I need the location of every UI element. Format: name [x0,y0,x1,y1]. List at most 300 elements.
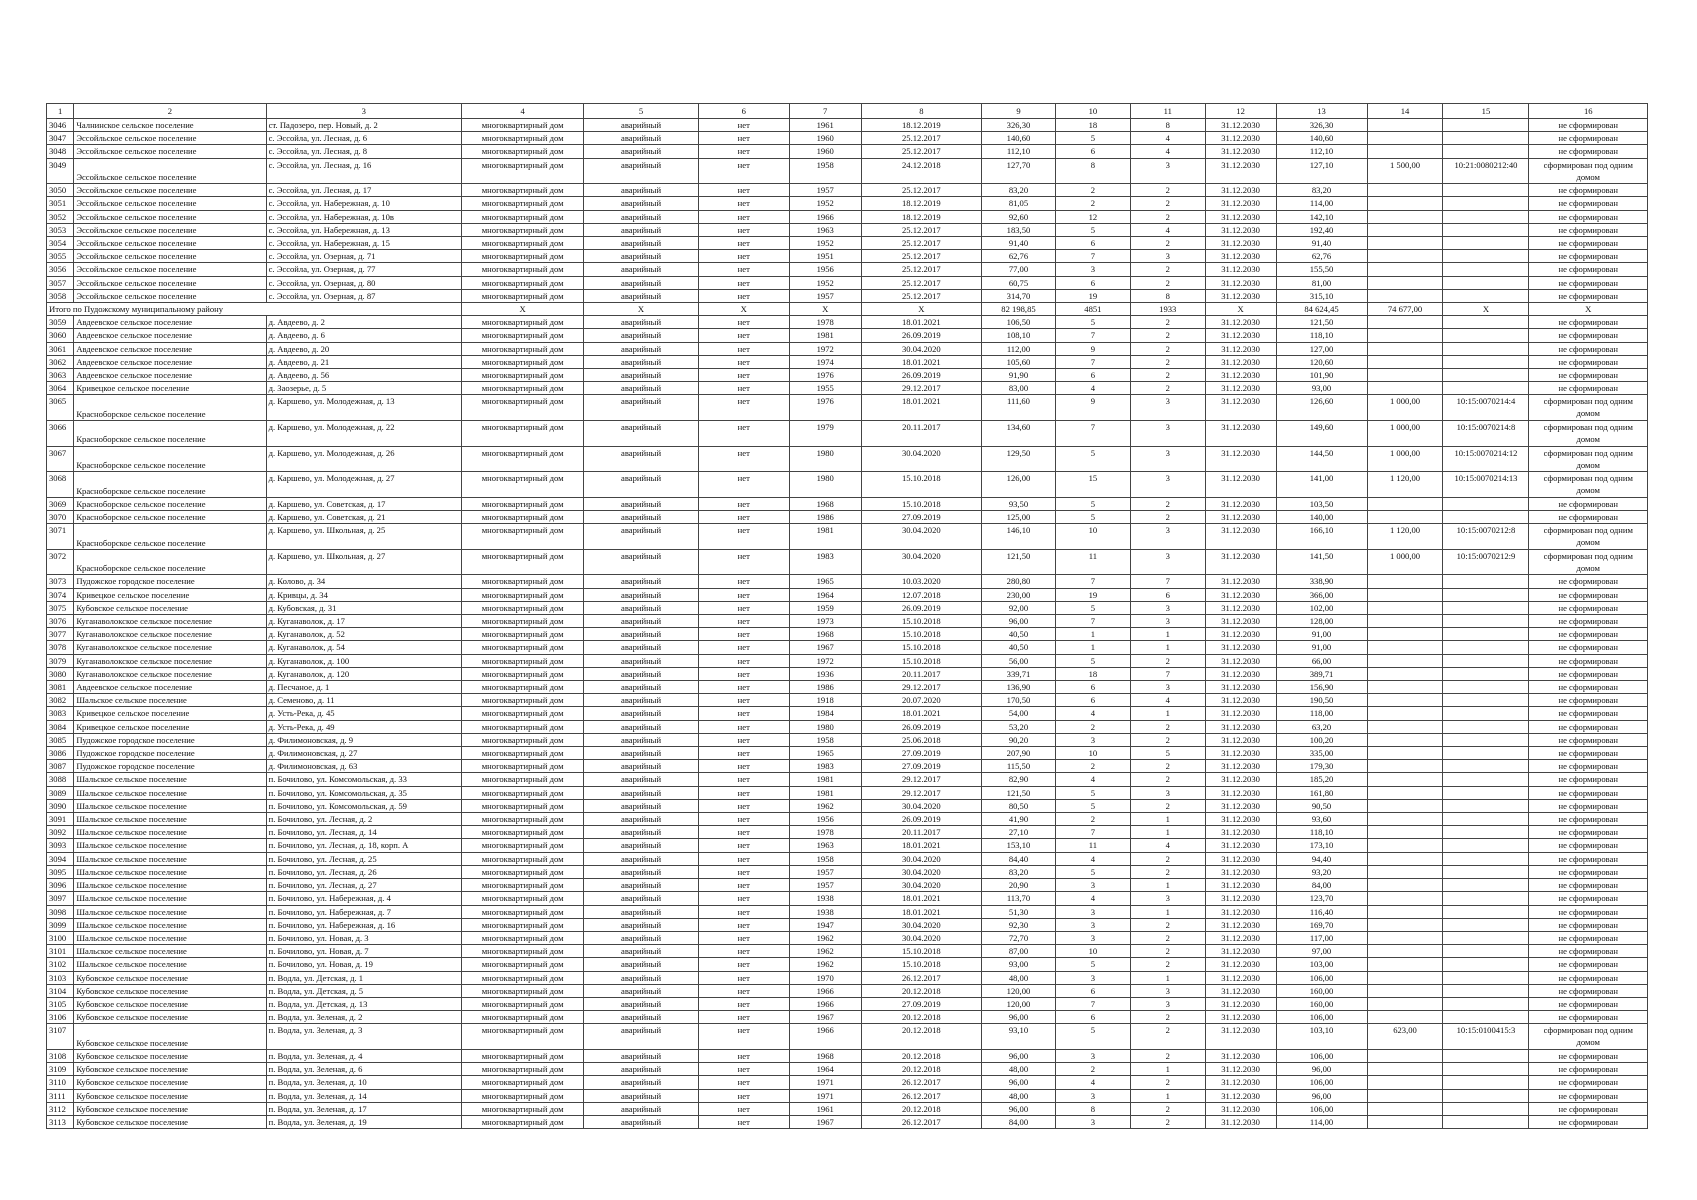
table-cell: 96,00 [1276,1089,1367,1102]
table-cell: 31.12.2030 [1205,1011,1276,1024]
table-cell: нет [698,1089,789,1102]
table-cell: 1936 [789,667,861,680]
table-cell: 3092 [47,826,74,839]
table-cell: не сформирован [1529,760,1648,773]
table-cell: 141,50 [1276,549,1367,575]
table-cell: 1 [1130,1089,1205,1102]
table-cell: Куганаволокское сельское поселение [74,654,266,667]
table-cell: 2 [1130,263,1205,276]
table-cell: 31.12.2030 [1205,720,1276,733]
table-cell: 3069 [47,497,74,510]
table-cell: 2 [1130,329,1205,342]
table-row [47,852,1648,865]
table-cell: 1 000,00 [1367,446,1443,472]
table-cell: 4 [1055,707,1130,720]
table-row [47,760,1648,773]
table-cell: многоквартирный дом [461,158,583,184]
table-cell: Пудожское городское поселение [74,747,266,760]
table-cell: 106,50 [982,316,1056,329]
table-cell: 25.12.2017 [861,276,981,289]
table-cell: многоквартирный дом [461,472,583,498]
table-cell: 1957 [789,289,861,302]
table-cell: аварийный [584,971,698,984]
table-cell: 1981 [789,329,861,342]
table-cell: 29.12.2017 [861,681,981,694]
table-cell: нет [698,720,789,733]
table-cell: 3068 [47,472,74,498]
column-number-cell: 16 [1529,104,1648,119]
table-cell: 97,00 [1276,945,1367,958]
table-cell: 31.12.2030 [1205,641,1276,654]
table-cell: Шальское сельское поселение [74,799,266,812]
total-cell: X [1443,303,1529,316]
table-cell: аварийный [584,852,698,865]
table-cell: 90,20 [982,733,1056,746]
table-cell: Эссойльское сельское поселение [74,145,266,158]
table-cell: 26.09.2019 [861,813,981,826]
table-cell: 20.12.2018 [861,1024,981,1050]
table-cell: 31.12.2030 [1205,826,1276,839]
table-cell: нет [698,1049,789,1062]
table-cell: 5 [1055,511,1130,524]
table-cell: 15.10.2018 [861,615,981,628]
table-cell: 25.12.2017 [861,184,981,197]
table-cell [1367,1076,1443,1089]
table-cell: многоквартирный дом [461,1076,583,1089]
table-cell: 1978 [789,316,861,329]
table-cell: 20.12.2018 [861,1011,981,1024]
table-cell: д. Куганаволок, д. 52 [266,628,461,641]
table-cell: нет [698,184,789,197]
table-cell: не сформирован [1529,237,1648,250]
table-cell: 31.12.2030 [1205,132,1276,145]
table-cell: 92,60 [982,210,1056,223]
table-cell: не сформирован [1529,184,1648,197]
table-cell: не сформирован [1529,865,1648,878]
table-cell: 1 [1130,641,1205,654]
table-cell [1367,667,1443,680]
table-cell: 31.12.2030 [1205,918,1276,931]
table-cell: 5 [1055,654,1130,667]
table-row [47,773,1648,786]
table-cell: 2 [1130,773,1205,786]
table-row [47,641,1648,654]
table-cell: 116,40 [1276,905,1367,918]
table-cell: 1966 [789,1024,861,1050]
table-cell: 96,00 [982,615,1056,628]
table-cell: многоквартирный дом [461,1102,583,1115]
table-cell: 2 [1055,1063,1130,1076]
table-cell: аварийный [584,119,698,132]
table-cell: 1966 [789,984,861,997]
table-cell: не сформирован [1529,879,1648,892]
table-cell: 5 [1055,786,1130,799]
table-cell: не сформирован [1529,1102,1648,1115]
table-cell: 2 [1130,865,1205,878]
table-cell: д. Каршево, ул. Школьная, д. 25 [266,524,461,550]
table-cell: аварийный [584,958,698,971]
table-cell: п. Бочилово, ул. Набережная, д. 7 [266,905,461,918]
table-cell: аварийный [584,892,698,905]
table-cell: 20.11.2017 [861,826,981,839]
table-cell: п. Бочилово, ул. Лесная, д. 14 [266,826,461,839]
table-cell: 15.10.2018 [861,945,981,958]
table-cell: многоквартирный дом [461,511,583,524]
table-cell: Шальское сельское поселение [74,905,266,918]
table-cell [1443,641,1529,654]
table-cell: п. Водла, ул. Зеленая, д. 14 [266,1089,461,1102]
table-cell: 2 [1130,852,1205,865]
table-cell: 389,71 [1276,667,1367,680]
table-row [47,316,1648,329]
table-cell: 160,00 [1276,997,1367,1010]
column-number-cell: 7 [789,104,861,119]
table-cell: Шальское сельское поселение [74,918,266,931]
table-cell: 1957 [789,184,861,197]
table-cell: не сформирован [1529,971,1648,984]
table-cell: нет [698,601,789,614]
table-cell: 2 [1130,1115,1205,1128]
table-row [47,667,1648,680]
table-cell: Авдеевское сельское поселение [74,369,266,382]
table-cell [1367,197,1443,210]
table-cell: 192,40 [1276,223,1367,236]
table-cell [1443,786,1529,799]
table-cell: многоквартирный дом [461,395,583,421]
table-cell: 3096 [47,879,74,892]
table-cell: многоквартирный дом [461,852,583,865]
table-cell [1367,681,1443,694]
table-cell: 6 [1055,276,1130,289]
table-cell: нет [698,342,789,355]
table-cell: 3 [1055,733,1130,746]
table-cell: 2 [1130,1102,1205,1115]
table-cell: 18.01.2021 [861,839,981,852]
table-cell: 3078 [47,641,74,654]
table-cell: сформирован под одним домом [1529,446,1648,472]
table-cell: 3052 [47,210,74,223]
table-cell: аварийный [584,839,698,852]
table-row [47,210,1648,223]
table-cell: 140,00 [1276,511,1367,524]
table-cell: д. Семеново, д. 11 [266,694,461,707]
table-row [47,1102,1648,1115]
table-cell: 31.12.2030 [1205,971,1276,984]
table-cell: 31.12.2030 [1205,681,1276,694]
table-cell: нет [698,524,789,550]
table-cell: 2 [1130,382,1205,395]
table-cell: аварийный [584,918,698,931]
table-cell: не сформирован [1529,1076,1648,1089]
table-cell [1443,826,1529,839]
table-cell: многоквартирный дом [461,654,583,667]
table-cell: 10 [1055,747,1130,760]
table-cell: 121,50 [982,549,1056,575]
table-cell: аварийный [584,747,698,760]
table-cell: не сформирован [1529,316,1648,329]
table-cell: 3065 [47,395,74,421]
table-row [47,511,1648,524]
table-cell: 1957 [789,865,861,878]
table-cell [1443,1089,1529,1102]
table-cell: Кубовское сельское поселение [74,1049,266,1062]
table-cell: Шальское сельское поселение [74,813,266,826]
table-cell: Кубовское сельское поселение [74,1115,266,1128]
table-cell: не сформирован [1529,1011,1648,1024]
table-cell: 31.12.2030 [1205,382,1276,395]
table-cell: 90,50 [1276,799,1367,812]
table-cell: не сформирован [1529,694,1648,707]
table-row [47,197,1648,210]
table-cell: 6 [1055,694,1130,707]
table-cell: многоквартирный дом [461,667,583,680]
table-cell: аварийный [584,786,698,799]
table-cell: нет [698,694,789,707]
table-cell: многоквартирный дом [461,1063,583,1076]
table-cell: аварийный [584,184,698,197]
table-cell [1443,119,1529,132]
total-cell: 74 677,00 [1367,303,1443,316]
table-cell: 6 [1055,237,1130,250]
table-cell [1367,773,1443,786]
table-cell: 1973 [789,615,861,628]
table-cell: многоквартирный дом [461,446,583,472]
table-cell [1443,276,1529,289]
table-cell: 3082 [47,694,74,707]
table-cell: не сформирован [1529,813,1648,826]
table-cell: 3099 [47,918,74,931]
table-cell: 1981 [789,524,861,550]
table-cell: аварийный [584,289,698,302]
table-cell: 40,50 [982,641,1056,654]
table-cell: Пудожское городское поселение [74,575,266,588]
table-cell: д. Авдеево, д. 2 [266,316,461,329]
table-cell: Шальское сельское поселение [74,839,266,852]
table-cell: 126,00 [982,472,1056,498]
table-cell: 1978 [789,826,861,839]
table-cell: нет [698,263,789,276]
table-cell: д. Усть-Река, д. 49 [266,720,461,733]
table-cell: 31.12.2030 [1205,158,1276,184]
table-cell: 31.12.2030 [1205,1102,1276,1115]
table-cell: п. Бочилово, ул. Комсомольская, д. 33 [266,773,461,786]
table-cell: 10:15:0070212:9 [1443,549,1529,575]
table-cell: Эссойльское сельское поселение [74,210,266,223]
table-cell: 31.12.2030 [1205,760,1276,773]
table-cell: аварийный [584,905,698,918]
table-cell: 7 [1055,355,1130,368]
table-cell: многоквартирный дом [461,119,583,132]
table-cell: 6 [1055,984,1130,997]
table-cell: Шальское сельское поселение [74,852,266,865]
table-cell: 3104 [47,984,74,997]
table-cell: нет [698,681,789,694]
table-cell: Кубовское сельское поселение [74,997,266,1010]
table-cell: аварийный [584,524,698,550]
table-cell: 3070 [47,511,74,524]
table-cell: 3063 [47,369,74,382]
table-cell: 1974 [789,355,861,368]
table-cell: 7 [1055,826,1130,839]
table-cell: нет [698,852,789,865]
table-cell: аварийный [584,641,698,654]
table-cell: 1918 [789,694,861,707]
column-number-cell: 5 [584,104,698,119]
table-cell: нет [698,760,789,773]
table-cell: п. Бочилово, ул. Комсомольская, д. 59 [266,799,461,812]
table-cell: 3 [1130,549,1205,575]
table-cell: многоквартирный дом [461,549,583,575]
table-cell: 1958 [789,852,861,865]
table-row [47,421,1648,447]
table-cell: нет [698,158,789,184]
table-cell: нет [698,1024,789,1050]
table-cell: 2 [1130,355,1205,368]
table-cell: 66,00 [1276,654,1367,667]
table-cell: 2 [1130,720,1205,733]
table-cell: не сформирован [1529,826,1648,839]
table-cell: 27.09.2019 [861,747,981,760]
table-cell: многоквартирный дом [461,813,583,826]
table-cell: 1967 [789,1011,861,1024]
table-row [47,879,1648,892]
table-cell: 3 [1130,615,1205,628]
table-cell: п. Бочилово, ул. Лесная, д. 25 [266,852,461,865]
table-cell: Кубовское сельское поселение [74,984,266,997]
table-cell: 29.12.2017 [861,786,981,799]
table-cell: 92,30 [982,918,1056,931]
table-cell: многоквартирный дом [461,984,583,997]
table-cell [1367,263,1443,276]
table-cell: многоквартирный дом [461,329,583,342]
table-cell: 93,60 [1276,813,1367,826]
table-cell: 335,00 [1276,747,1367,760]
table-cell: Кубовское сельское поселение [74,1063,266,1076]
table-cell: 112,00 [982,342,1056,355]
table-cell: 1960 [789,145,861,158]
table-cell: 190,50 [1276,694,1367,707]
table-cell: Авдеевское сельское поселение [74,329,266,342]
table-cell: 31.12.2030 [1205,1115,1276,1128]
table-cell: п. Водла, ул. Детская, д. 1 [266,971,461,984]
table-cell: нет [698,747,789,760]
table-cell [1367,786,1443,799]
table-cell: многоквартирный дом [461,931,583,944]
table-cell: Куганаволокское сельское поселение [74,628,266,641]
table-cell: 40,50 [982,628,1056,641]
table-cell: 91,90 [982,369,1056,382]
table-cell: д. Куганаволок, д. 120 [266,667,461,680]
table-cell [1367,210,1443,223]
table-cell: нет [698,145,789,158]
table-cell [1443,145,1529,158]
table-cell: д. Усть-Река, д. 45 [266,707,461,720]
table-cell: 83,20 [982,865,1056,878]
column-number-cell: 13 [1276,104,1367,119]
table-cell: 81,00 [1276,276,1367,289]
table-cell [1443,984,1529,997]
table-cell: нет [698,210,789,223]
table-cell: многоквартирный дом [461,197,583,210]
table-cell: 366,00 [1276,588,1367,601]
table-cell: 3055 [47,250,74,263]
table-row [47,1089,1648,1102]
table-cell: 3 [1055,263,1130,276]
table-cell [1443,210,1529,223]
table-cell: 1958 [789,158,861,184]
table-cell: 31.12.2030 [1205,879,1276,892]
table-cell: п. Водла, ул. Зеленая, д. 2 [266,1011,461,1024]
table-cell: 84,00 [982,1115,1056,1128]
table-cell: 230,00 [982,588,1056,601]
table-cell: не сформирован [1529,250,1648,263]
table-cell: п. Водла, ул. Зеленая, д. 6 [266,1063,461,1076]
table-cell: нет [698,958,789,971]
table-cell: нет [698,575,789,588]
table-cell: 15 [1055,472,1130,498]
table-cell: 102,00 [1276,601,1367,614]
table-cell: не сформирован [1529,497,1648,510]
table-cell: 3074 [47,588,74,601]
table-cell [1367,826,1443,839]
table-cell: аварийный [584,158,698,184]
table-cell: 3 [1130,681,1205,694]
table-cell: 146,10 [982,524,1056,550]
table-cell: 1971 [789,1076,861,1089]
table-cell: нет [698,786,789,799]
table-cell: 1 000,00 [1367,549,1443,575]
table-cell: Шальское сельское поселение [74,826,266,839]
table-cell: 2 [1130,760,1205,773]
table-cell: 31.12.2030 [1205,369,1276,382]
table-cell: 31.12.2030 [1205,223,1276,236]
table-cell: многоквартирный дом [461,1024,583,1050]
table-row [47,524,1648,550]
table-cell: 1 [1130,1063,1205,1076]
table-cell: 30.04.2020 [861,549,981,575]
table-cell: 3059 [47,316,74,329]
table-cell: аварийный [584,615,698,628]
table-cell: не сформирован [1529,773,1648,786]
table-cell: 1 [1130,813,1205,826]
table-cell: 31.12.2030 [1205,1049,1276,1062]
table-cell [1367,497,1443,510]
table-cell: 25.12.2017 [861,223,981,236]
table-cell: 114,00 [1276,197,1367,210]
table-cell: 29.12.2017 [861,382,981,395]
table-cell: нет [698,497,789,510]
table-cell [1443,733,1529,746]
table-cell [1443,289,1529,302]
table-cell: 31.12.2030 [1205,997,1276,1010]
table-cell: 106,00 [1276,1011,1367,1024]
table-cell: аварийный [584,250,698,263]
table-cell: аварийный [584,799,698,812]
table-cell: п. Бочилово, ул. Новая, д. 3 [266,931,461,944]
table-cell: аварийный [584,588,698,601]
table-cell: 3107 [47,1024,74,1050]
table-cell: 4 [1055,852,1130,865]
table-cell [1443,1011,1529,1024]
table-cell: 31.12.2030 [1205,654,1276,667]
table-cell: 1981 [789,786,861,799]
table-cell [1367,316,1443,329]
table-cell: 1956 [789,813,861,826]
table-cell: 3067 [47,446,74,472]
table-cell: 20.11.2017 [861,667,981,680]
table-cell [1443,223,1529,236]
table-cell: 10:15:0070214:12 [1443,446,1529,472]
